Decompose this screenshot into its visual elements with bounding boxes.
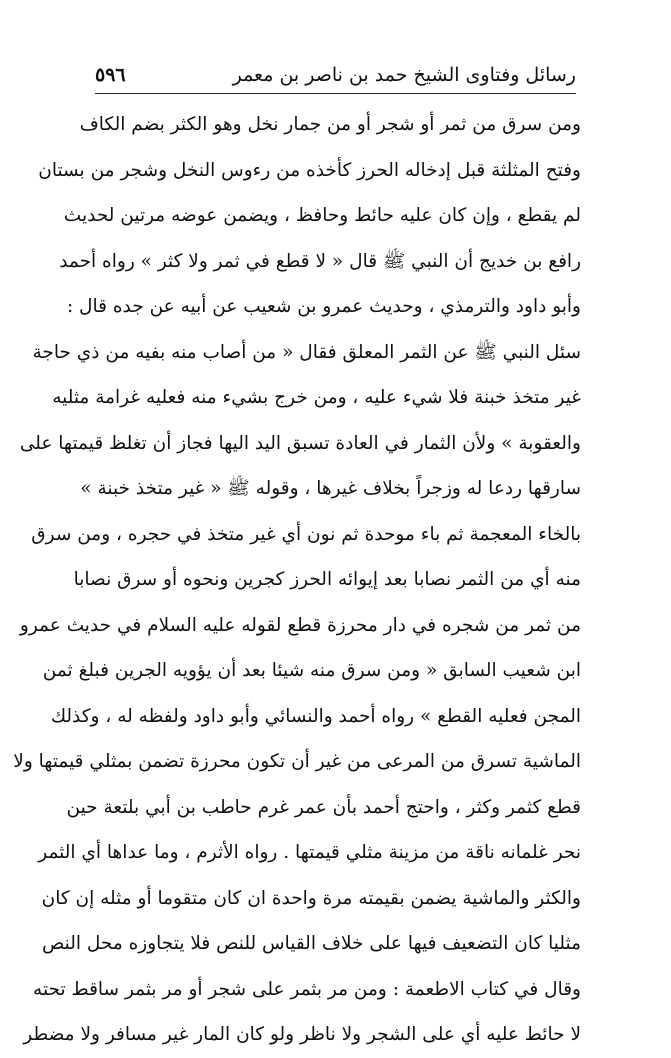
page-number: ٥٩٦	[95, 64, 126, 86]
text-line: غير متخذ خبنة فلا شيء عليه ، ومن خرج بشيء منه فعليه غرامة مثليه	[52, 387, 581, 408]
text-line: لم يقطع ، وإن كان عليه حائط وحافظ ، ويضمن عوضه مرتين لحديث	[63, 205, 581, 226]
text-line: والكثر والماشية يضمن بقيمته مرة واحدة ان كان متقوما أو مثله إن كان	[41, 887, 581, 909]
text-line: وقال في كتاب الاطعمة : ومن مر بثمر على شجر أو مر بثمر ساقط تحته	[33, 978, 581, 1000]
text-line: المجن فعليه القطع » رواه أحمد والنسائي وأبو داود ولفظه له ، وكذلك	[50, 705, 581, 727]
header-divider	[95, 93, 576, 94]
text-line: وأبو داود والترمذي ، وحديث عمرو بن شعيب عن أبيه عن جده قال :	[66, 296, 581, 317]
text-line: سارقها ردعا له وزجراً بخلاف غيرها ، وقوله ﷺ « غير متخذ خبنة »	[80, 478, 581, 499]
text-line: رافع بن خديج أن النبي ﷺ قال « لا قطع في ثمر ولا كثر » رواه أحمد	[59, 250, 581, 272]
text-line: نحر غلمانه ناقة من مزينة مثلي قيمتها . رواه الأثرم ، وما عداها أي الثمر	[38, 842, 581, 863]
page-header	[95, 60, 576, 90]
text-line: الماشية تسرق من المرعى من غير أن تكون محرزة تضمن بمثلي قيمتها ولا	[13, 751, 581, 772]
text-line: ابن شعيب السابق « ومن سرق منه شيئا بعد أن يؤويه الجرين فبلغ ثمن	[42, 660, 581, 681]
running-title: رسائل وفتاوى الشيخ حمد بن ناصر بن معمر	[232, 64, 576, 86]
text-line: ومن سرق من ثمر أو شجر أو من جمار نخل وهو الكثر بضم الكاف	[79, 114, 581, 135]
text-line: لا حائط عليه أي على الشجر ولا ناظر ولو كان المار غير مسافر ولا مضطر	[23, 1024, 581, 1045]
text-line: والعقوبة » ولأن الثمار في العادة تسبق اليد اليها فجاز أن تغلظ قيمتها على	[19, 432, 581, 454]
body-text	[13, 102, 581, 1058]
text-line: منه أي من الثمر نصابا بعد إيوائه الحرز كجرين ونحوه أو سرق نصابا	[73, 569, 581, 590]
text-line: سئل النبي ﷺ عن الثمر المعلق فقال « من أصاب منه بفيه من ذي حاجة	[32, 341, 581, 363]
text-line: مثليا كان التضعيف فيها على خلاف القياس للنص فلا يتجاوزه محل النص	[41, 933, 581, 954]
text-line: وفتح المثلثة قبل إدخاله الحرز كأخذه من رءوس النخل وشجر من بستان	[38, 159, 581, 181]
text-line: من ثمر من شجره في دار محرزة قطع لقوله عليه السلام في حديث عمرو	[19, 614, 581, 636]
text-line: قطع كثمر وكثر ، واحتج أحمد بأن عمر غرم حاطب بن أبي بلتعة حين	[66, 796, 581, 818]
text-line: بالخاء المعجمة ثم باء موحدة ثم نون أي غير متخذ في حجره ، ومن سرق	[31, 523, 581, 545]
